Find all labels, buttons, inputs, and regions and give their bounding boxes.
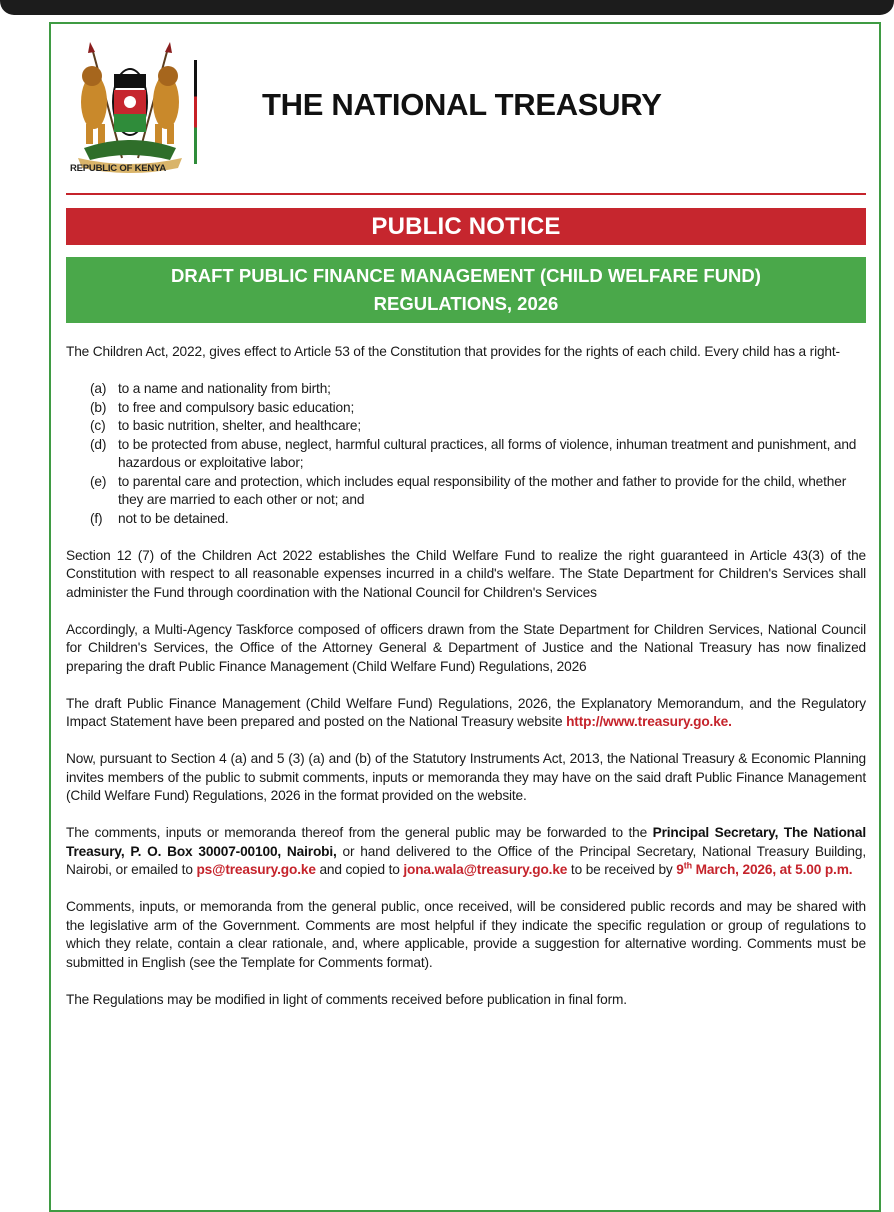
list-item-label: (a) bbox=[90, 381, 107, 396]
list-item bbox=[90, 510, 866, 529]
treasury-website-link[interactable]: http://www.treasury.go.ke. bbox=[566, 714, 732, 729]
copy-email-link[interactable]: jona.wala@treasury.go.ke bbox=[403, 862, 568, 877]
header-divider bbox=[194, 60, 197, 164]
list-item-text: to be protected from abuse, neglect, harmful cultural practices, all forms of violence, inhuman treatment and punishment, and hazardous or exploitative labor; bbox=[118, 436, 857, 470]
draft-posted-text: The draft Public Finance Management (Child Welfare Fund) Regulations, 2026, the Explanatory Memorandum, and the Regulatory Impact Statement have been prepared and posted on the National Treasury website bbox=[66, 695, 866, 729]
ps-email-link[interactable]: ps@treasury.go.ke bbox=[196, 862, 316, 877]
list-item bbox=[90, 436, 866, 473]
list-item bbox=[90, 399, 866, 418]
crest-caption: REPUBLIC OF KENYA bbox=[70, 163, 167, 174]
intro-paragraph: The Children Act, 2022, gives effect to Article 53 of the Constitution that provides for the rights of each child. Every child has a right- bbox=[66, 344, 840, 359]
list-item bbox=[90, 380, 866, 399]
submission-text-b: or hand delivered to the Office of the Principal Secretary, National Treasury Building, Nairobi, or emailed to bbox=[66, 843, 866, 877]
top-device-bar bbox=[0, 0, 894, 15]
rights-list bbox=[66, 380, 866, 528]
public-records-paragraph: Comments, inputs, or memoranda from the general public, once received, will be considered public records and may be shared with the legislative arm of the Government. Comments are most helpful if they indicate the specific regulation or group of regulations to which they relate, contain a clear rationale, and, where applicable, provide a suggestion for alternative wording. Comments must be submitted in English (see the Template for Comments format). bbox=[66, 899, 866, 970]
draft-title-line1: DRAFT PUBLIC FINANCE MANAGEMENT (CHILD WELFARE FUND) bbox=[171, 265, 761, 286]
list-item-label: (e) bbox=[90, 473, 107, 489]
submission-text-c: and copied to bbox=[319, 862, 400, 877]
modification-paragraph: The Regulations may be modified in light of comments received before publication in final form. bbox=[66, 991, 627, 1007]
taskforce-paragraph: Accordingly, a Multi-Agency Taskforce composed of officers drawn from the State Department for Children Services, National Council for Children's Services, the Office of the Attorney General & Department of Justice and the National Treasury has now finalized preparing the draft Public Finance Management (Child Welfare Fund) Regulations, 2026 bbox=[66, 621, 866, 674]
notice-body bbox=[66, 343, 866, 1028]
draft-title-line2: REGULATIONS, 2026 bbox=[373, 293, 559, 314]
public-notice-banner: PUBLIC NOTICE bbox=[66, 208, 866, 245]
kenya-coat-of-arms-icon bbox=[70, 40, 190, 180]
org-title: THE NATIONAL TREASURY bbox=[262, 87, 662, 122]
list-item-text: not to be detained. bbox=[118, 510, 229, 526]
list-item-label: (b) bbox=[90, 399, 107, 415]
list-item bbox=[90, 473, 866, 510]
list-item-label: (c) bbox=[90, 418, 106, 433]
red-rule bbox=[66, 193, 866, 195]
list-item-label: (d) bbox=[90, 436, 107, 452]
deadline-day: 9 bbox=[676, 862, 684, 877]
submission-text-a: The comments, inputs or memoranda thereof from the general public may be forwarded to the bbox=[66, 825, 648, 840]
pursuant-paragraph: Now, pursuant to Section 4 (a) and 5 (3) (a) and (b) of the Statutory Instruments Act, 2013, the National Treasury & Economic Planning invites members of the public to submit comments, inputs or memoranda they may have on the said draft Public Finance Management (Child Welfare Fund) Regulations, 2026 in the format provided on the website. bbox=[66, 751, 866, 803]
list-item-label: (f) bbox=[90, 510, 103, 526]
draft-posted-paragraph bbox=[66, 695, 866, 732]
postal-address: Principal Secretary, The National Treasury, P. O. Box 30007-00100, Nairobi, bbox=[66, 825, 866, 859]
submission-text-d: to be received by bbox=[570, 862, 673, 877]
list-item bbox=[90, 417, 866, 436]
submission-paragraph bbox=[66, 824, 866, 880]
list-item-text: to parental care and protection, which includes equal responsibility of the mother and father to provide for the child, whether they are married to each other or not; and bbox=[118, 473, 847, 507]
draft-regulations-banner bbox=[66, 257, 866, 323]
deadline-suffix: th bbox=[683, 860, 692, 871]
list-item-text: to a name and nationality from birth; bbox=[118, 381, 331, 396]
list-item-text: to basic nutrition, shelter, and healthcare; bbox=[118, 418, 361, 433]
list-item-text: to free and compulsory basic education; bbox=[118, 399, 355, 415]
deadline-rest: March, 2026, at 5.00 p.m. bbox=[695, 862, 853, 877]
deadline bbox=[676, 862, 852, 877]
section12-paragraph: Section 12 (7) of the Children Act 2022 establishes the Child Welfare Fund to realize the right guaranteed in Article 43(3) of the Constitution with respect to all reasonable expenses incurred in a child's welfare. The State Department for Children's Services shall administer the Fund through coordination with the National Council for Children's Services bbox=[66, 547, 866, 600]
